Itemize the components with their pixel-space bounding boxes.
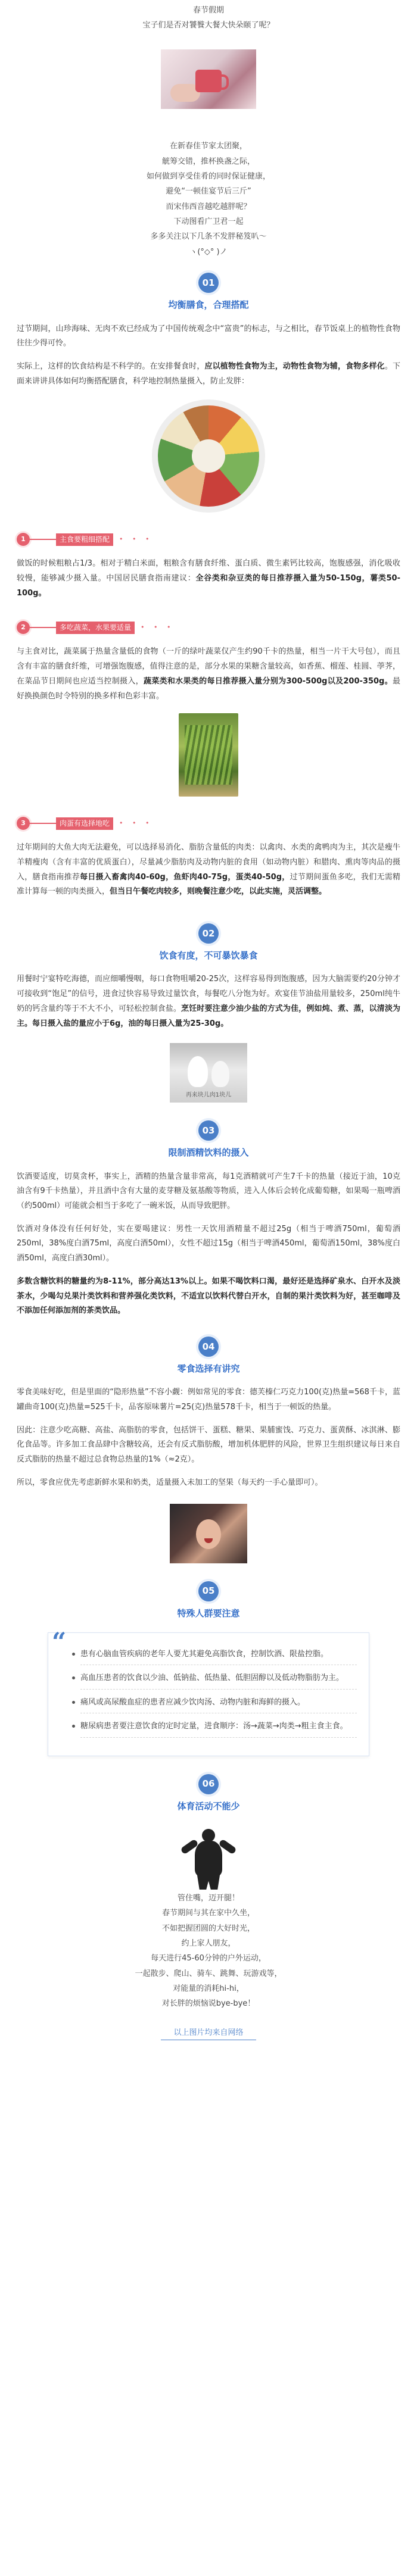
section-04-header <box>0 1337 417 1378</box>
header-line-2: 宝子们是否对饕餮大餐大快朵颐了呢？ <box>142 20 275 30</box>
paragraph: 零食美味好吃，但是里面的“隐形热量”不容小觑：例如常见的零食：德芙榛仁巧克力100(克)热量=568千卡，蓝罐曲奇100(克)热量=525千卡，品客原味薯片=25(克)热量578千卡，相当于一顿饭的热量。 <box>17 1388 400 1412</box>
list-item: 糖尿病患者要注意饮食的定时定量，进食顺序：汤→蔬菜→肉类→粗主食主食。 <box>72 1719 357 1737</box>
decor-dots: • • • <box>119 535 153 543</box>
closing-line: 对能量的消耗hi-hi， <box>173 1984 244 1994</box>
bunny-image <box>170 1043 247 1103</box>
girl-eating-image <box>170 1504 247 1563</box>
section-title: 饮食有度，不可暴饮暴食 <box>159 950 258 961</box>
sub-item-bold: 蔬菜类和水果类的每日推荐摄入量分别为300-500g以及200-350g。 <box>143 676 393 686</box>
closing-lines <box>0 1891 417 2012</box>
paragraph: 实际上，这样的饮食结构是不科学的。在安排餐食时，应以植物性食物为主，动物性食物为辅，食物多样化。下面来讲讲具体如何均衡搭配膳食，科学地控制热量摄入，防止发胖： <box>17 362 400 386</box>
section-03-body <box>0 1170 417 1319</box>
sub-item-1 <box>0 533 417 601</box>
paragraph: 过节期间，山珍海味、无肉不欢已经成为了中国传统观念中“富贵”的标志，与之相比，春节饭桌上的植物性食物往往少得可怜。 <box>17 324 400 348</box>
closing-line: 对长胖的烦恼说bye-bye！ <box>161 1999 256 2009</box>
section-02-header <box>0 923 417 964</box>
sub-item-bold-2: 但当日午餐吃肉较多，则晚餐注意少吃，以此实施，灵活调整。 <box>110 887 327 897</box>
special-groups-list <box>72 1647 357 1738</box>
section-number-badge: 03 <box>198 1120 219 1141</box>
section-01-body <box>0 322 417 389</box>
image-caption: 再来块儿肉1块儿 <box>185 1092 232 1099</box>
poem-line: 避免“一顿佳宴节后三斤” <box>166 187 251 196</box>
paragraph-bold: 烹饪时要注意少油少盐的方式为佳， <box>181 1004 307 1013</box>
footer-source-link[interactable]: 以上图片均来自网络 <box>161 2027 256 2040</box>
sub-item-number: 3 <box>17 817 30 830</box>
sub-item-tail: 最好换换颜色时令特别的换多样和色彩丰富。 <box>17 676 400 701</box>
sub-item-text: 与主食对比，蔬菜属于热量含量低的食物（一斤的绿叶蔬菜仅产生约90千卡的热量，相当一片干大号包），而且含有丰富的膳食纤维，可增强饱腹感，值得注意的是，部分水果的果糖含量较高，如香蕉、榴莲、桂圆、荸荠，在菜品节日期间也应适当控制摄入， <box>17 647 400 686</box>
intro-poem <box>0 139 417 260</box>
sub-item-tag <box>17 621 400 634</box>
emphasis: 应以植物性食物为主，动物性食物为辅，食物多样化 <box>204 362 385 371</box>
section-title: 均衡膳食，合理搭配 <box>168 299 249 311</box>
section-01-header <box>0 273 417 314</box>
section-number-badge: 01 <box>198 273 219 293</box>
sub-item-bold: 全谷类和杂豆类的每日推荐摄入量为50-150g，薯类50-100g。 <box>17 574 400 598</box>
sub-item-3 <box>0 817 417 900</box>
food-plate-image <box>152 399 265 513</box>
section-number-badge: 04 <box>198 1337 219 1357</box>
closing-line: 不如把握团圆的大好时光， <box>161 1924 255 1933</box>
closing-line: 一起散步、爬山、骑车、跳舞、玩游戏等， <box>135 1969 282 1978</box>
section-title: 零食选择有讲究 <box>177 1363 240 1374</box>
section-title: 体育活动不能少 <box>177 1800 240 1812</box>
decor-dots: • • • <box>141 623 175 631</box>
section-03-header <box>0 1120 417 1161</box>
sub-item-tag <box>17 817 400 830</box>
paragraph: 饮酒对身体没有任何好处，实在要喝建议：男性一天饮用酒精量不超过25g（相当于啤酒750ml，葡萄酒250ml，38%度白酒75ml，高度白酒50ml），女性不超过15g（相当于啤酒450ml，葡萄酒150ml，38%度白酒50ml，高度白酒30ml）。 <box>17 1224 400 1263</box>
poem-line: ヽ(°◇° )ノ <box>189 247 228 257</box>
section-number-badge: 06 <box>198 1774 219 1794</box>
special-groups-card <box>48 1627 369 1756</box>
list-item: 痛风或高尿酸血症的患者应减少饮肉汤、动物内脏和海鲜的摄入。 <box>72 1696 357 1713</box>
header <box>0 0 417 33</box>
poem-line: 而宋伟西音越吃越胖呢？ <box>166 202 251 211</box>
vegetable-image <box>179 713 238 797</box>
section-04-body <box>0 1385 417 1490</box>
section-02-body <box>0 972 417 1031</box>
sub-item-label: 肉蛋有选择地吃 <box>56 817 113 830</box>
sub-item-tail: 过节期间蛋鱼多吃，我们无需精准计算每一顿的肉类摄入， <box>17 872 400 897</box>
sub-item-tag <box>17 533 400 546</box>
section-title: 特殊人群要注意 <box>177 1607 240 1619</box>
closing-line: 春节期间与其在家中久坐， <box>161 1909 255 1918</box>
paragraph: 因此：注意少吃高糖、高盐、高脂肪的零食，包括饼干、蛋糕、糖果、果脯蜜饯、巧克力、蛋黄酥、冰淇淋、膨化食品等。许多加工食品肆中含糖较高，还会有反式脂肪酸，增加机体肥胖的风险，世界卫生组织建议每日来自反式脂肪的热量不超过总食物总热量的1%（≈2克）。 <box>17 1425 400 1465</box>
quote-icon: “ <box>52 1627 67 1656</box>
poem-line: 如何做到享受佳肴的同时保证健康， <box>146 172 270 182</box>
poem-line: 下动图看广卫君一起 <box>173 217 244 227</box>
sub-item-number: 2 <box>17 621 30 634</box>
poem-line: 在新春佳节家太团聚， <box>169 142 247 151</box>
athlete-icon <box>176 1825 241 1891</box>
section-06-header <box>0 1774 417 1815</box>
header-line-1: 春节假期 <box>192 6 224 15</box>
closing-line: 管住嘴，迈开腿！ <box>177 1894 239 1903</box>
section-title: 限制酒精饮料的摄入 <box>168 1147 249 1159</box>
poem-line: 多多关注以下几条不发胖秘笈叭～ <box>150 232 267 242</box>
sub-item-number: 1 <box>17 533 30 546</box>
poem-line: 觥筹交错，推杯换盏之际， <box>161 157 255 166</box>
sub-item-label: 多吃蔬菜，水果要适量 <box>56 622 135 634</box>
sub-item-label: 主食要粗细搭配 <box>56 533 113 546</box>
paragraph-tail: 例如炖、煮、蒸，以清淡为主。每日摄入盐的量应小于6g，油的每日摄入量为25-30g。 <box>17 1004 400 1028</box>
connector-line <box>30 823 56 824</box>
closing-line: 每天进行45-60分钟的户外运动， <box>151 1954 266 1963</box>
connector-line <box>30 627 56 628</box>
sub-item-text: 做饭的时候粗粮占1/3。相对于精白米面，粗粮含有膳食纤维、蛋白质、微生素钙比较高，饱腹感强，消化吸收较慢，能够减少摄入量。中国居民膳食指南建议： <box>17 559 400 583</box>
sub-item-bold: 每日摄入畜禽肉40-60g，鱼虾肉40-75g，蛋类40-50g， <box>80 872 290 882</box>
sub-item-2 <box>0 621 417 797</box>
section-05-header <box>0 1581 417 1622</box>
sub-item-text: 过年期间的大鱼大肉无法避免，可以选择易消化、脂肪含量低的肉类：以禽肉、水类的禽鸭肉为主，其次是瘦牛羊精瘦肉（含有丰富的优质蛋白），尽量减少脂肪肉及动物内脏的食用（如动物内脏）和腊肉、熏肉等肉品的摄入，膳食指南推荐 <box>17 843 400 882</box>
paragraph <box>17 972 400 1031</box>
sub-item-body <box>17 557 400 601</box>
paragraph-text: 用餐时宁宴特吃海德，而应细嚼慢咽，每口食物咀嚼20-25次，这样容易得到饱腹感，因为大脑需要约20分钟才可接收到“饱足”的信号，进食过快容易导致过量饮食，每餐吃八分饱为好。欢宴佳节油盐用量较多，250ml纯牛奶的钙含量约等于不大不小，可轻松控制食盐。 <box>17 975 400 1013</box>
section-number-badge: 05 <box>198 1581 219 1601</box>
section-number-badge: 02 <box>198 923 219 944</box>
connector-line <box>30 539 56 540</box>
closing-line: 约上家人朋友， <box>181 1939 236 1949</box>
decor-dots: • • • <box>119 819 153 827</box>
sub-item-body <box>17 841 400 900</box>
paragraph: 所以，零食应优先考虑新鲜水果和奶类，适量摄入未加工的坚果（每天约一手心量即可）。 <box>17 1478 323 1487</box>
sub-item-body <box>17 645 400 704</box>
paragraph: 饮酒要适度，切莫贪杯，事实上，酒精的热量含量非常高，每1克酒精就可产生7千卡的热量（接近于油，10克油含有9千卡热量），并且酒中含有大量的麦芽糖及氨基酸等物质，进入人体后会转化成葡萄糖，如果喝一瓶啤酒（约500ml）可能就会相当于多吃了一碗米饭，从而导致肥胖。 <box>17 1172 400 1211</box>
paragraph: 多数含糖饮料的糖量约为8-11%，部分高达13%以上。如果不喝饮料口渴，最好还是选择矿泉水、白开水及淡茶水，少喝勾兑果汁类饮料和营养强化类饮料，不适宜以饮料代替白开水，自制的果汁类饮料为好，甚至咖啡及不添加任何添加剂的茶类饮品。 <box>17 1276 400 1316</box>
list-item: 患有心脑血管疾病的老年人要尤其避免高脂饮食，控制饮酒、限盐控脂。 <box>72 1647 357 1665</box>
header-image <box>161 49 256 109</box>
list-item: 高血压患者的饮食以少油、低钠盐、低热量、低胆固醇以及低动物脂肪为主。 <box>72 1671 357 1689</box>
